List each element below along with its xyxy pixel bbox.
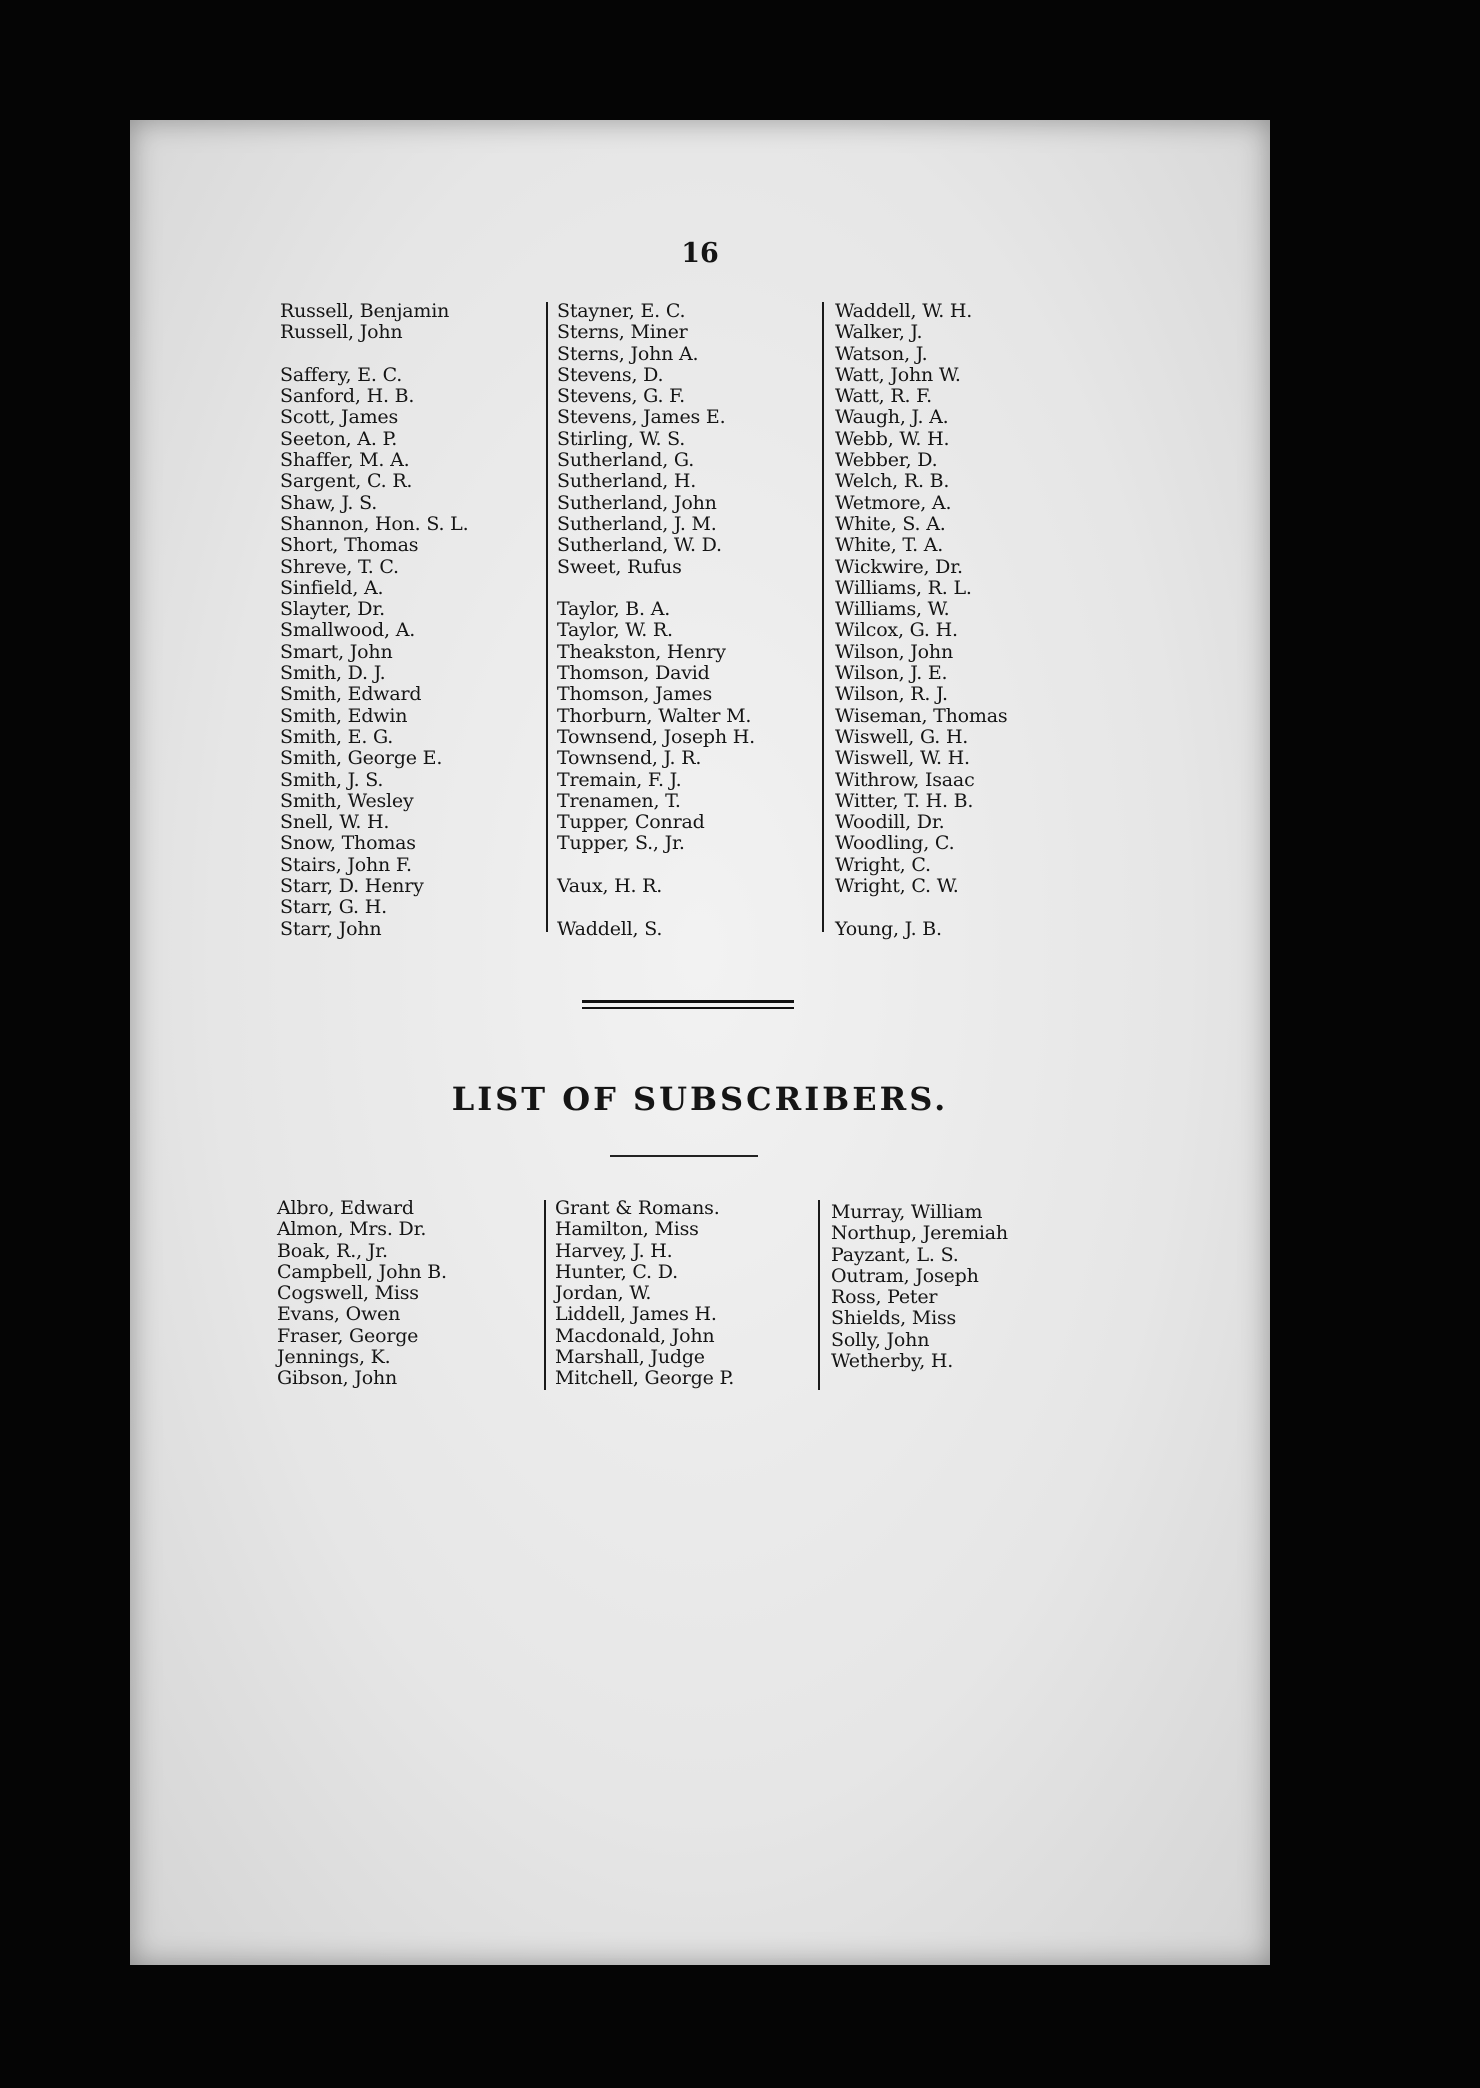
name-entry: Trenamen, T. [557,789,681,812]
name-entry: Tremain, F. J. [557,768,682,791]
name-entry: Wiseman, Thomas [835,704,1008,727]
name-entry: Wetmore, A. [835,491,952,514]
directory-column-1 [280,301,468,940]
name-entry: Wilson, R. J. [835,683,948,706]
name-entry: White, T. A. [835,534,944,557]
name-entry: Boak, R., Jr. [277,1239,388,1262]
name-entry: Webber, D. [835,449,938,472]
name-entry: Starr, John [280,917,382,940]
directory-column-3 [835,301,1007,940]
name-entry: Snell, W. H. [280,811,390,834]
name-entry: Thorburn, Walter M. [557,704,752,727]
blank-line [557,855,755,876]
name-entry: Harvey, J. H. [555,1239,673,1262]
name-entry: Thomson, David [557,662,710,685]
name-entry: Wiswell, G. H. [835,725,969,748]
column-divider [546,302,548,932]
subscribers-column-2 [555,1198,734,1390]
name-entry: Taylor, B. A. [557,598,671,621]
column-divider [822,302,824,932]
name-entry: Shreve, T. C. [280,555,399,578]
name-entry: Waddell, S. [557,917,663,940]
name-entry: Jennings, K. [277,1346,391,1369]
name-entry: Wetherby, H. [831,1350,954,1373]
name-entry: Young, J. B. [835,917,942,940]
name-entry: Williams, W. [835,598,950,621]
name-entry: Sutherland, G. [557,449,695,472]
name-entry: Wright, C. [835,853,931,876]
name-entry: Sutherland, John [557,491,717,514]
name-entry: Stevens, James E. [557,406,726,429]
name-entry: Witter, T. H. B. [835,789,974,812]
name-entry: Walker, J. [835,321,923,344]
column-divider [818,1200,820,1390]
name-entry: Shaw, J. S. [280,491,378,514]
column-divider [544,1200,546,1390]
name-entry: Taylor, W. R. [557,619,673,642]
name-entry: Russell, Benjamin [280,300,450,322]
name-entry: Cogswell, Miss [277,1282,419,1305]
name-entry: Webb, W. H. [835,427,950,450]
name-entry: Thomson, James [557,683,713,706]
name-entry: Shields, Miss [831,1307,957,1330]
name-entry: Wilson, John [835,640,953,663]
name-entry: Townsend, Joseph H. [557,725,755,748]
name-entry: Sutherland, H. [557,470,697,493]
blank-line [557,578,755,599]
directory-column-2 [557,301,755,940]
name-entry: Woodill, Dr. [835,811,945,834]
name-entry: Smith, George E. [280,747,443,770]
name-entry: Hunter, C. D. [555,1260,678,1283]
name-entry: Macdonald, John [555,1324,715,1347]
name-entry: Slayter, Dr. [280,598,385,621]
blank-line [280,344,468,365]
name-entry: Watson, J. [835,342,928,365]
name-entry: Northup, Jeremiah [831,1222,1008,1245]
name-entry: Waddell, W. H. [835,300,973,322]
name-entry: Smart, John [280,640,393,663]
name-entry: Wilcox, G. H. [835,619,958,642]
name-entry: Campbell, John B. [277,1260,447,1283]
name-entry: White, S. A. [835,512,946,535]
name-entry: Vaux, H. R. [557,875,663,898]
name-entry: Shaffer, M. A. [280,449,410,472]
heading-rule [610,1155,758,1157]
name-entry: Marshall, Judge [555,1346,705,1369]
page-number: 16 [681,238,719,269]
name-entry: Short, Thomas [280,534,419,557]
name-entry: Smith, Wesley [280,789,414,812]
blank-line [557,897,755,918]
name-entry: Shannon, Hon. S. L. [280,512,469,535]
name-entry: Outram, Joseph [831,1264,979,1287]
name-entry: Grant & Romans. [555,1197,720,1219]
name-entry: Evans, Owen [277,1303,401,1326]
name-entry: Sanford, H. B. [280,385,415,408]
name-entry: Tupper, S., Jr. [557,832,685,855]
name-entry: Sargent, C. R. [280,470,413,493]
name-entry: Smith, Edwin [280,704,408,727]
section-divider [582,1000,794,1009]
subscribers-column-3 [831,1202,1008,1372]
name-entry: Stevens, D. [557,363,664,386]
blank-line [835,897,1007,918]
name-entry: Russell, John [280,321,403,344]
name-entry: Stayner, E. C. [557,300,686,322]
name-entry: Stevens, G. F. [557,385,685,408]
name-entry: Wilson, J. E. [835,662,948,685]
name-entry: Mitchell, George P. [555,1367,735,1390]
subscribers-heading: LIST OF SUBSCRIBERS. [451,1080,949,1118]
name-entry: Stairs, John F. [280,853,412,876]
name-entry: Sinfield, A. [280,576,384,599]
name-entry: Albro, Edward [277,1197,414,1219]
name-entry: Hamilton, Miss [555,1218,699,1241]
name-entry: Watt, John W. [835,363,961,386]
name-entry: Withrow, Isaac [835,768,975,791]
name-entry: Scott, James [280,406,399,429]
name-entry: Tupper, Conrad [557,811,705,834]
name-entry: Smith, Edward [280,683,422,706]
name-entry: Sutherland, J. M. [557,512,717,535]
name-entry: Waugh, J. A. [835,406,949,429]
name-entry: Solly, John [831,1328,930,1351]
name-entry: Welch, R. B. [835,470,950,493]
name-entry: Wright, C. W. [835,875,959,898]
name-entry: Snow, Thomas [280,832,416,855]
name-entry: Starr, G. H. [280,896,387,919]
name-entry: Williams, R. L. [835,576,972,599]
name-entry: Smith, E. G. [280,725,394,748]
name-entry: Watt, R. F. [835,385,933,408]
name-entry: Ross, Peter [831,1286,938,1309]
name-entry: Liddell, James H. [555,1303,717,1326]
document-page [130,120,1270,1965]
name-entry: Murray, William [831,1201,983,1223]
name-entry: Smith, J. S. [280,768,384,791]
name-entry: Sweet, Rufus [557,555,682,578]
name-entry: Smith, D. J. [280,662,386,685]
name-entry: Sterns, John A. [557,342,699,365]
name-entry: Jordan, W. [555,1282,652,1305]
name-entry: Sterns, Miner [557,321,688,344]
name-entry: Townsend, J. R. [557,747,702,770]
name-entry: Payzant, L. S. [831,1243,959,1266]
name-entry: Fraser, George [277,1324,419,1347]
name-entry: Saffery, E. C. [280,363,403,386]
name-entry: Gibson, John [277,1367,398,1390]
subscribers-column-1 [277,1198,447,1390]
name-entry: Smallwood, A. [280,619,416,642]
name-entry: Wiswell, W. H. [835,747,970,770]
name-entry: Seeton, A. P. [280,427,398,450]
name-entry: Starr, D. Henry [280,875,424,898]
name-entry: Sutherland, W. D. [557,534,722,557]
name-entry: Stirling, W. S. [557,427,686,450]
name-entry: Theakston, Henry [557,640,726,663]
name-entry: Woodling, C. [835,832,955,855]
name-entry: Wickwire, Dr. [835,555,963,578]
name-entry: Almon, Mrs. Dr. [277,1218,427,1241]
